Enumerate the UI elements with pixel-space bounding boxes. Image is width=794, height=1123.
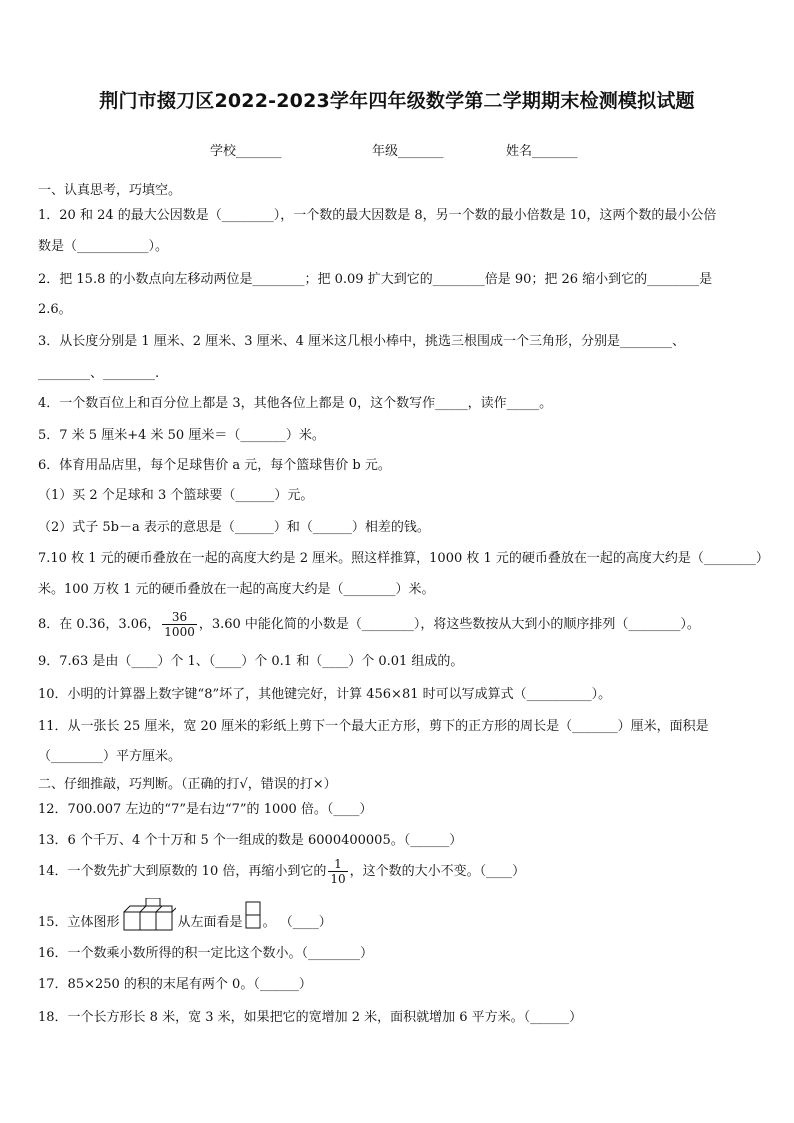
question-10: 10．小明的计算器上数字键“8”坏了，其他键完好，计算 456×81 时可以写成算式（__________）。: [38, 687, 612, 702]
fraction-denominator: 1000: [164, 625, 195, 639]
question-12: 12．700.007 左边的“7”是右边“7”的 1000 倍。（____）: [38, 802, 373, 817]
question-11-line-1: 11．从一张长 25 厘米，宽 20 厘米的彩纸上剪下一个最大正方形，剪下的正方形的周长是（_______）厘米，面积是: [38, 719, 709, 734]
question-3-line-2: ________、________.: [38, 366, 160, 381]
page-title: 荆门市掇刀区2022-2023学年四年级数学第二学期期末检测模拟试题: [99, 90, 695, 112]
fraction-36-over-1000: [162, 610, 197, 639]
fraction-numerator: 36: [162, 610, 197, 625]
question-14: [38, 857, 758, 887]
fraction-denominator: 10: [330, 872, 346, 886]
question-9: 9．7.63 是由（____）个 1、（____）个 0.1 和（____）个 0.01 组成的。: [38, 654, 464, 669]
question-15-middle: 从左面看是: [177, 915, 243, 930]
question-2-line-2: 2.6。: [38, 302, 72, 317]
question-7-line-1: 7.10 枚 1 元的硬币叠放在一起的高度大约是 2 厘米。照这样推算，1000 枚 1 元的硬币叠放在一起的高度大约是（________）: [38, 551, 769, 566]
question-1-line-2: 数是（___________）。: [38, 239, 169, 254]
question-17: 17．85×250 的积的末尾有两个 0。（______）: [38, 977, 312, 992]
question-13: 13．6 个千万、4 个十万和 5 个一组成的数是 6000400005。（______）: [38, 833, 463, 848]
question-16: 16．一个数乘小数所得的积一定比这个数小。（________）: [38, 946, 374, 961]
question-6-part-2: （2）式子 5b－a 表示的意思是（______）和（______）相差的钱。: [38, 520, 430, 535]
question-15-prefix: 15．立体图形: [38, 915, 120, 930]
question-15: [38, 898, 758, 947]
question-3-line-1: 3．从长度分别是 1 厘米、2 厘米、3 厘米、4 厘米这几根小棒中，挑选三根围成一个三角形，分别是________、: [38, 334, 686, 349]
question-11-line-2: （________）平方厘米。: [38, 749, 182, 764]
section-heading-1: 一、认真思考，巧填空。: [38, 183, 182, 198]
question-6: 6．体育用品店里，每个足球售价 a 元，每个篮球售价 b 元。: [38, 458, 391, 473]
question-15-suffix: 。 （____）: [262, 915, 332, 930]
question-8-prefix: 8．在 0.36，3.06，: [38, 617, 161, 632]
question-6-part-1: （1）买 2 个足球和 3 个篮球要（______）元。: [38, 488, 314, 503]
question-14-prefix: 14．一个数先扩大到原数的 10 倍，再缩小到它的: [38, 864, 327, 879]
question-18: 18．一个长方形长 8 米，宽 3 米，如果把它的宽增加 2 米，面积就增加 6 平方米。（______）: [38, 1010, 583, 1025]
fraction-numerator: 1: [328, 857, 347, 872]
question-7-line-2: 米。100 万枚 1 元的硬币叠放在一起的高度大约是（________）米。: [38, 582, 435, 597]
section-heading-2: 二、仔细推敲，巧判断。（正确的打√，错误的打×）: [38, 777, 337, 792]
question-5: 5．7 米 5 厘米+4 米 50 厘米＝（_______）米。: [38, 428, 325, 443]
question-2-line-1: 2．把 15.8 的小数点向左移动两位是________；把 0.09 扩大到它的________倍是 90；把 26 缩小到它的________是: [38, 272, 713, 287]
question-14-suffix: ，这个数的大小不变。（____）: [349, 864, 526, 879]
question-1-line-1: 1．20 和 24 的最大公因数是（________），一个数的最大因数是 8，另一个数的最小倍数是 10，这两个数的最小公倍: [38, 208, 717, 223]
question-8: [38, 610, 758, 640]
fraction-1-over-10: [328, 857, 347, 886]
name-field: 姓名_______: [506, 144, 578, 159]
grade-field: 年级_______: [372, 144, 444, 159]
question-8-suffix: ，3.60 中能化简的小数是（________），将这些数按从大到小的顺序排列（________）。: [198, 617, 700, 632]
school-field: 学校_______: [210, 144, 282, 159]
cube-solid-figure: [122, 898, 176, 947]
question-4: 4．一个数百位上和百分位上都是 3，其他各位上都是 0，这个数写作_____，读作_____。: [38, 396, 553, 411]
left-view-figure: [245, 901, 261, 944]
